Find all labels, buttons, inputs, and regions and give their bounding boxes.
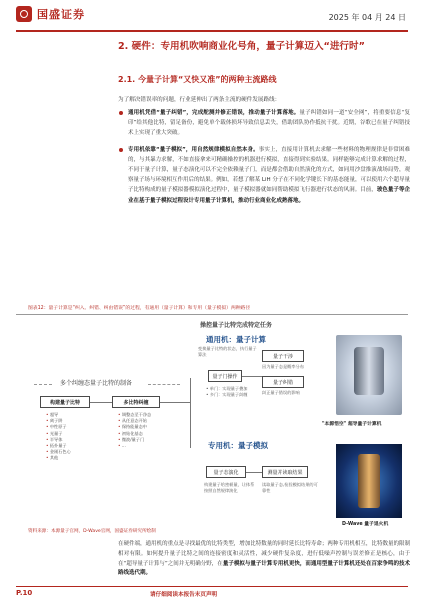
build-item: • 超导 bbox=[46, 412, 71, 418]
connector-line bbox=[242, 376, 262, 377]
build-item: • 中性原子 bbox=[46, 424, 71, 430]
build-list bbox=[46, 412, 71, 462]
evolve-note: 构建量子哈密顿量，让体系按照自然规律演化 bbox=[204, 482, 255, 493]
page-header bbox=[0, 0, 424, 30]
report-date: 2025 年 04 月 24 日 bbox=[328, 13, 406, 22]
entangle-list bbox=[118, 412, 151, 449]
interference-note: 因为量子态是概率分布 bbox=[262, 364, 304, 369]
header-divider bbox=[16, 30, 408, 32]
bullet-lead: 专用机依靠“量子模拟”，用自然规律模拟自然本身。 bbox=[128, 146, 259, 153]
connector-line bbox=[90, 402, 112, 403]
superconducting-computer-image bbox=[336, 335, 402, 415]
build-item: • 其他 bbox=[46, 455, 71, 461]
connector-line bbox=[190, 378, 191, 448]
evolve-box: 量子态演化 bbox=[206, 466, 246, 478]
figure-caption: 图表12：量子计算是“纠入、纠错、纠由错误”的过程，有通用（量子计算）和专用（量子模拟）两种路径 bbox=[28, 306, 251, 311]
logo-text: 国盛证券 bbox=[37, 8, 85, 21]
interference-box: 量子干涉 bbox=[262, 350, 304, 362]
dash-line bbox=[34, 384, 52, 385]
bullet-text: 量子纠错如同一道“安全网”，将重要信息“复印”给其他比特，留足备份，避免单个载体损坏导致信息丢失，借助团队协作抵抗干扰。近期，谷歌已在量子纠错技术上实现了重大突破。 bbox=[128, 110, 410, 137]
section-heading: 2. 硬件：专用机吹响商业化号角，量子计算迈入“进行时” bbox=[118, 41, 365, 52]
bullet-general-machine bbox=[118, 108, 410, 139]
measure-note: 读取量子态,检验模拟结果的可靠性 bbox=[262, 482, 318, 493]
correction-note: 纠正量子错误的影响 bbox=[262, 390, 300, 395]
figure-title: 操控量子比特完成特定任务 bbox=[200, 322, 273, 329]
measure-box: 测量并读取结果 bbox=[262, 466, 308, 478]
intro-text: 为了解决错误率的问题，行业延伸出了两条主流的硬件发展路线： bbox=[118, 97, 281, 103]
body-bold: 量子模拟与量子计算专用机更快，而通用型量子计算机还处在百家争鸣的技术路线选代期。 bbox=[118, 560, 410, 577]
correction-box: 量子纠错 bbox=[262, 376, 304, 388]
entangle-item: • 保持能量态中 bbox=[118, 424, 151, 430]
general-note: 变换量子比特的状态，执行量子算法 bbox=[198, 346, 257, 357]
entangle-item: • 微波/量子门 bbox=[118, 437, 151, 443]
body-paragraph bbox=[118, 540, 410, 579]
diagram-center-title: 多个纠缠态量子比特的制备 bbox=[60, 380, 133, 387]
image-caption-2: D-Wave 量子退火机 bbox=[342, 522, 389, 527]
entangle-item: • 初始化基态 bbox=[118, 431, 151, 437]
build-qubit-box: 构建量子比特 bbox=[40, 396, 90, 408]
dwave-annealer-image bbox=[336, 444, 402, 518]
subsection-heading: 2.1. 今量子计算“又快又准”的两种主流路线 bbox=[118, 75, 277, 84]
page-number: P.10 bbox=[16, 589, 33, 597]
entangle-box: 多比特纠缠 bbox=[112, 396, 160, 408]
dash-line bbox=[148, 384, 180, 385]
gate-box: 量子门操作 bbox=[208, 370, 242, 382]
caption-divider bbox=[16, 314, 408, 315]
bullet-tail: 玻色量子等企业在基于量子模拟过程设计专用量子计算机，推动行业商业化成熟落地。 bbox=[128, 187, 410, 204]
bullet-list bbox=[118, 108, 410, 212]
body-text: 在硬件端，通用机的重点是寻找最优的比特类型，增加比特数量的同时延长比特寿命；两种专用机相互，比特数量的限制相对有限。如何提升量子比特之间的连接密度和灵活性，减少硬件复杂度，进行低噪声控制与误差修正是核心，由于在“超导量子计算与”之间并无明确分野，在 bbox=[118, 541, 410, 567]
connector-line bbox=[246, 472, 262, 473]
build-item: • 金刚石色心 bbox=[46, 449, 71, 455]
build-item: • 拓扑量子 bbox=[46, 443, 71, 449]
build-item: • 半导体 bbox=[46, 437, 71, 443]
gate-item: • 多门：实现量子纠缠 bbox=[206, 392, 248, 397]
bullet-lead: 通用机凭借“量子纠错”，完成舵测并修正错误，推动量子计算落地。 bbox=[128, 110, 300, 116]
entangle-item: • ... bbox=[118, 443, 151, 449]
general-label: 通用机：量子计算 bbox=[206, 335, 266, 344]
special-label: 专用机：量子模拟 bbox=[208, 441, 268, 450]
entangle-item: • 从任意态开始 bbox=[118, 418, 151, 424]
bullet-special-machine bbox=[118, 145, 410, 206]
gate-items bbox=[206, 386, 258, 398]
logo-icon bbox=[16, 6, 32, 22]
build-item: • 光量子 bbox=[46, 431, 71, 437]
image-caption-1: "本源悟空" 超导量子计算机 bbox=[322, 422, 382, 427]
footer-disclaimer: 请仔细阅读本报告末页声明 bbox=[150, 592, 218, 598]
gate-item: • 单门：实现量子叠加 bbox=[206, 386, 248, 391]
figure-source: 资料来源：本源量子官网，D-Wave官网，国盛证券研究所绘制 bbox=[28, 529, 156, 534]
build-item: • 离子阱 bbox=[46, 418, 71, 424]
footer-divider bbox=[16, 586, 408, 587]
entangle-item: • 调整态至干净态 bbox=[118, 412, 151, 418]
connector-line bbox=[160, 402, 190, 403]
bullet-text: 事实上，直接用计算机去求解一些材料的物理规律是非常困难的，与其暴力求解，不如直接拿来可精确操控的机器进行模拟，直接得到实验结果。同样能够完成计算求解的过程，不同于量子计算，量子态演化可以不完全依赖量子门，而是都会借助自然演化的方式，如同用沙盘推演战场局势，观察量子场与环境相互作用后的结果。例如，若想了解某 LiH 分子在不同化学键长下的基态能量，可以使用六个超导量子比特构成的量子模拟器模拟演化过程中，量子模拟器就如同帮助模拟飞行器进行状态的风洞。目前， bbox=[128, 146, 410, 194]
logo bbox=[16, 6, 85, 22]
